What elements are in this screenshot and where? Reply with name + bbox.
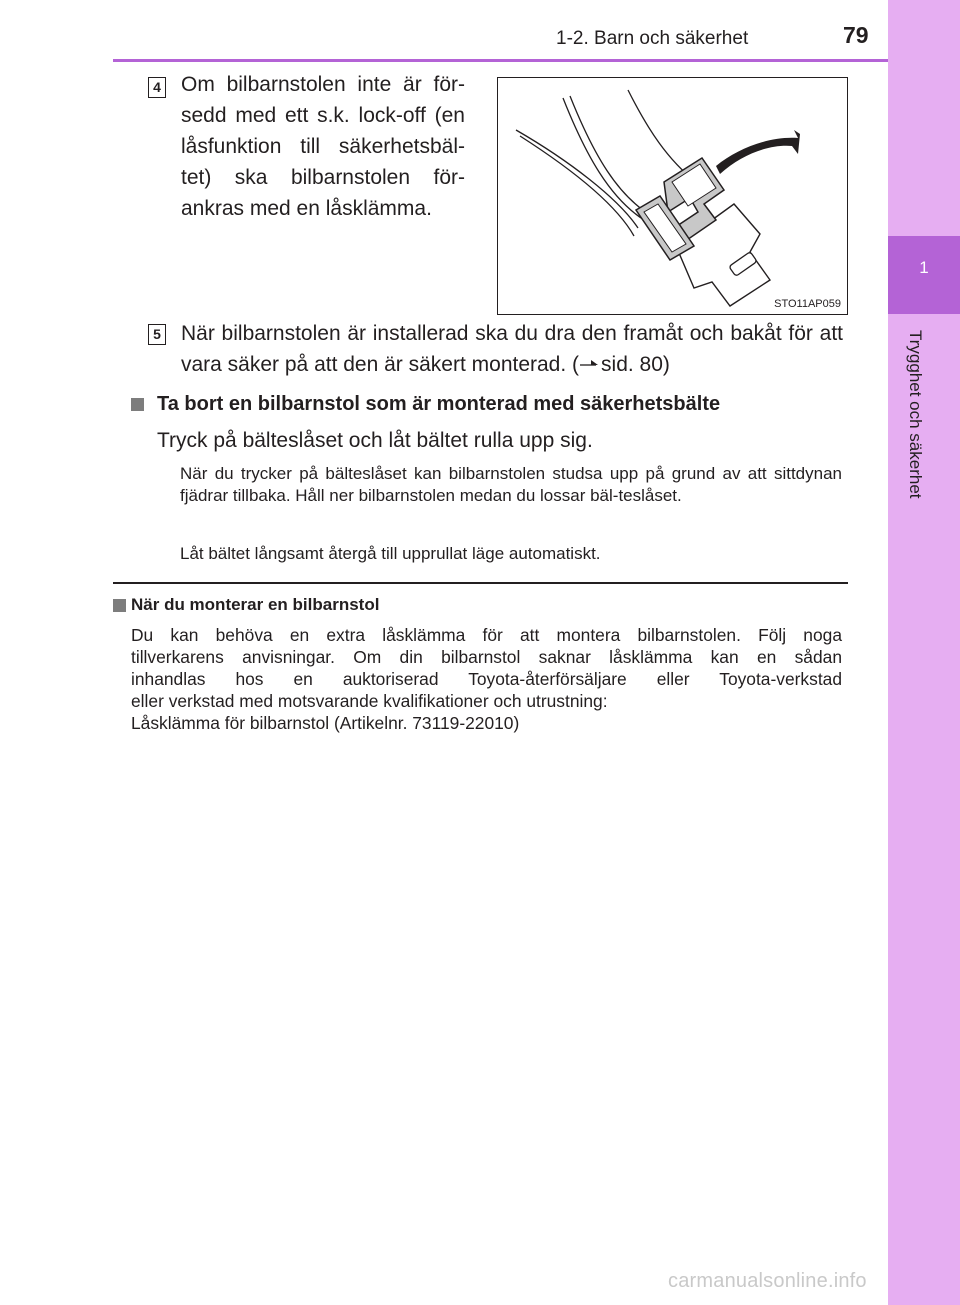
lock-clip-drawing <box>498 78 849 316</box>
seat-belt-lock-clip-illustration <box>497 77 848 315</box>
note-line: eller verkstad med motsvarande kvalifikationer och utrustning: <box>131 691 608 711</box>
section-heading: Ta bort en bilbarnstol som är monterad med säkerhetsbälte <box>157 393 721 415</box>
figure-code: STO11AP059 <box>774 298 841 310</box>
step-4-number: 4 <box>148 77 166 98</box>
chapter-number: 1 <box>919 258 929 277</box>
step-5-text <box>181 318 843 380</box>
section-divider <box>113 582 848 584</box>
note-bullet-icon <box>113 599 126 612</box>
page-number: 79 <box>843 22 869 48</box>
section-note-1: När du trycker på bälteslåset kan bilbarnstolen studsa upp på grund av att sittdynan fjädrar tillbaka. Håll ner bilbarnstolen medan du lossar bäl-teslåset. <box>180 464 842 505</box>
note-heading: När du monterar en bilbarnstol <box>131 595 380 614</box>
step-5-text-before: När bilbarnstolen är installerad ska du dra den framåt och bakåt för att vara säker på att den är säkert monterad. ( <box>181 322 843 376</box>
step-5-text-after: sid. 80) <box>601 353 670 376</box>
section-note-2: Låt bältet långsamt återgå till upprullat läge automatiskt. <box>180 544 601 563</box>
chapter-title: Trygghet och säkerhet <box>906 330 925 499</box>
arrow-right-icon <box>579 347 601 378</box>
note-body <box>131 624 842 734</box>
note-line: Låsklämma för bilbarnstol (Artikelnr. 73119-22010) <box>131 713 520 733</box>
section-bullet-icon <box>131 398 144 411</box>
note-line: tillverkarens anvisningar. Om din bilbarnstol saknar låsklämma kan en sådan <box>131 647 842 667</box>
note-line: Du kan behöva en extra låsklämma för att montera bilbarnstolen. Följ noga <box>131 625 842 645</box>
watermark: carmanualsonline.info <box>668 1270 867 1292</box>
chapter-side-band <box>888 0 960 1305</box>
section-title: 1-2. Barn och säkerhet <box>556 28 749 49</box>
header-rule <box>113 59 888 62</box>
step-4-text: Om bilbarnstolen inte är för-sedd med ett s.k. lock-off (en låsfunktion till säkerhetsbäl-tet) ska bilbarnstolen för-ankras med en låsklämma. <box>181 73 465 220</box>
step-5-number: 5 <box>148 324 166 345</box>
section-instruction: Tryck på bälteslåset och låt bältet rulla upp sig. <box>157 429 593 452</box>
note-line: inhandlas hos en auktoriserad Toyota-återförsäljare eller Toyota-verkstad <box>131 669 842 689</box>
